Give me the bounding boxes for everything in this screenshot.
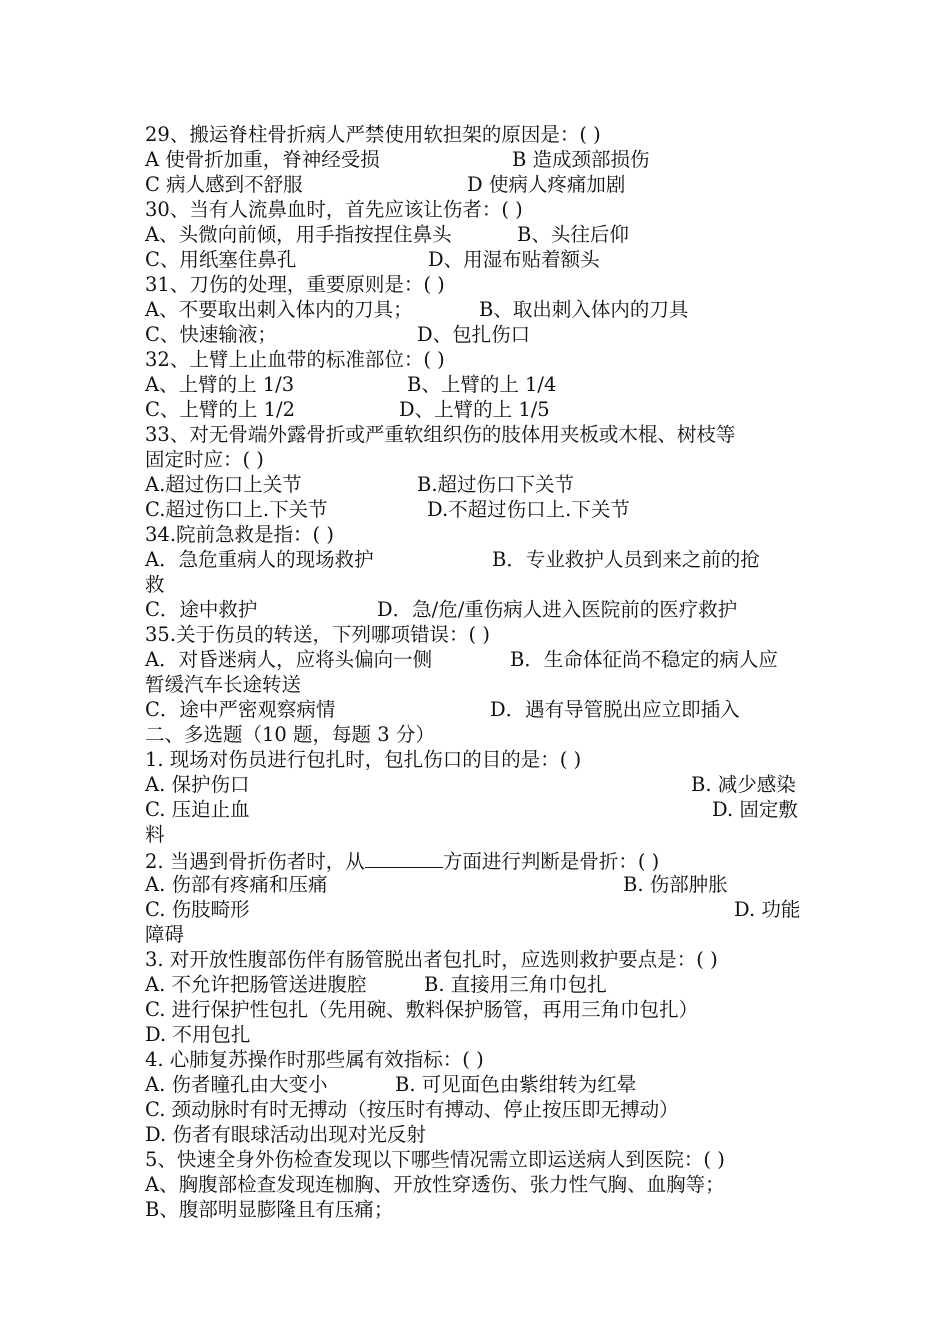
text-line <box>145 697 808 722</box>
line-text: A 使骨折加重，脊神经受损 <box>145 148 380 171</box>
option-text: B. 伤部肿胀 <box>623 873 728 896</box>
option-text: D.不超过伤口上.下关节 <box>427 498 630 521</box>
line-text: 2. 当遇到骨折伤者时，从 <box>145 850 365 873</box>
line-text: 1. 现场对伤员进行包扎时，包扎伤口的目的是：( ) <box>145 748 582 771</box>
option-text: B. 可见面色由紫绀转为红晕 <box>395 1073 637 1096</box>
text-line <box>145 147 808 172</box>
line-text: 5、快速全身外伤检查发现以下哪些情况需立即运送病人到医院：( ) <box>145 1148 725 1171</box>
text-line <box>145 1147 808 1172</box>
line-text: 料 <box>145 823 165 846</box>
option-text: D、用湿布贴着额头 <box>428 248 600 271</box>
line-text: 障碍 <box>145 923 185 946</box>
text-line <box>145 522 808 547</box>
text-line <box>145 322 808 347</box>
text-line <box>145 597 808 622</box>
option-text: B 造成颈部损伤 <box>512 148 650 171</box>
line-text: 4. 心肺复苏操作时那些属有效指标：( ) <box>145 1048 484 1071</box>
line-text: C、上臂的上 1/2 <box>145 398 296 421</box>
line-text: A、胸腹部检查发现连枷胸、开放性穿透伤、张力性气胸、血胸等； <box>145 1173 725 1196</box>
line-text: A.超过伤口上关节 <box>145 473 302 496</box>
option-text: B、取出刺入体内的刀具 <box>479 298 689 321</box>
option-text: D、上臂的上 1/5 <box>399 398 550 421</box>
option-text: B.超过伤口下关节 <box>417 473 575 496</box>
option-text: D．遇有导管脱出应立即插入 <box>490 698 740 721</box>
text-line <box>145 547 808 572</box>
text-line <box>145 297 808 322</box>
line-text: C.超过伤口上.下关节 <box>145 498 328 521</box>
text-line <box>145 847 808 872</box>
text-line <box>145 572 808 597</box>
line-text: 30、当有人流鼻血时，首先应该让伤者：( ) <box>145 198 523 221</box>
text-line <box>145 447 808 472</box>
option-text: B、头往后仰 <box>517 223 629 246</box>
line-text: 32、上臂上止血带的标准部位：( ) <box>145 348 445 371</box>
text-line <box>145 722 808 747</box>
line-text: 33、对无骨端外露骨折或严重软组织伤的肢体用夹板或木棍、树枝等 <box>145 423 736 446</box>
option-text: D 使病人疼痛加剧 <box>467 173 626 196</box>
text-line <box>145 797 808 822</box>
line-text: C．途中严密观察病情 <box>145 698 336 721</box>
option-text: D．急/危/重伤病人进入医院前的医疗救护 <box>377 598 738 621</box>
line-text: B、腹部明显膨隆且有压痛； <box>145 1198 394 1221</box>
text-line <box>145 747 808 772</box>
line-text-continued: 方面进行判断是骨折：( ) <box>442 850 660 873</box>
text-line <box>145 672 808 697</box>
line-text: 31、刀伤的处理，重要原则是：( ) <box>145 273 445 296</box>
option-text: B. 直接用三角巾包扎 <box>424 973 607 996</box>
text-line <box>145 822 808 847</box>
line-text: A．急危重病人的现场救护 <box>145 548 374 571</box>
text-line <box>145 122 808 147</box>
line-text: C. 压迫止血 <box>145 798 250 821</box>
text-line <box>145 172 808 197</box>
text-line <box>145 247 808 272</box>
option-text: B．专业救护人员到来之前的抢 <box>492 548 760 571</box>
text-line <box>145 1097 808 1122</box>
option-text: D、包扎伤口 <box>417 323 531 346</box>
option-text: B、上臂的上 1/4 <box>407 373 557 396</box>
line-text: 3. 对开放性腹部伤伴有肠管脱出者包扎时，应选则救护要点是：( ) <box>145 948 718 971</box>
line-text: C. 进行保护性包扎（先用碗、敷料保护肠管，再用三角巾包扎） <box>145 998 699 1021</box>
text-line <box>145 997 808 1022</box>
text-line <box>145 647 808 672</box>
line-text: C、用纸塞住鼻孔 <box>145 248 297 271</box>
text-line <box>145 372 808 397</box>
line-text: C. 伤肢畸形 <box>145 898 250 921</box>
text-line <box>145 947 808 972</box>
line-text: A. 伤者瞳孔由大变小 <box>145 1073 328 1096</box>
text-line <box>145 272 808 297</box>
line-text: 35.关于伤员的转送，下列哪项错误：( ) <box>145 623 490 646</box>
line-text: A．对昏迷病人，应将头偏向一侧 <box>145 648 433 671</box>
text-line <box>145 972 808 997</box>
text-line <box>145 1022 808 1047</box>
text-line <box>145 422 808 447</box>
option-text: B. 减少感染 <box>691 773 796 796</box>
text-line <box>145 772 808 797</box>
text-line <box>145 1047 808 1072</box>
text-line <box>145 397 808 422</box>
text-line <box>145 197 808 222</box>
text-line <box>145 1197 808 1222</box>
text-line <box>145 347 808 372</box>
text-line <box>145 1172 808 1197</box>
option-text: B．生命体征尚不稳定的病人应 <box>510 648 778 671</box>
document-page <box>145 122 808 1222</box>
line-text: 救 <box>145 573 165 596</box>
line-text: C．途中救护 <box>145 598 258 621</box>
text-line <box>145 222 808 247</box>
line-text: 29、搬运脊柱骨折病人严禁使用软担架的原因是：( ) <box>145 123 601 146</box>
text-line <box>145 872 808 897</box>
line-text: C. 颈动脉时有时无搏动（按压时有搏动、停止按压即无搏动） <box>145 1098 679 1121</box>
option-text: D. 功能 <box>734 898 801 921</box>
line-text: 34.院前急救是指：( ) <box>145 523 334 546</box>
line-text: A. 伤部有疼痛和压痛 <box>145 873 328 896</box>
text-line <box>145 1072 808 1097</box>
line-text: A. 保护伤口 <box>145 773 250 796</box>
text-line <box>145 497 808 522</box>
option-text: D. 固定敷 <box>712 798 798 821</box>
text-line <box>145 622 808 647</box>
line-text: 暂缓汽车长途转送 <box>145 673 302 696</box>
line-text: A. 不允许把肠管送进腹腔 <box>145 973 367 996</box>
line-text: C 病人感到不舒服 <box>145 173 303 196</box>
line-text: D. 不用包扎 <box>145 1023 251 1046</box>
text-line <box>145 897 808 922</box>
line-text: D. 伤者有眼球活动出现对光反射 <box>145 1123 426 1146</box>
line-text: 固定时应：( ) <box>145 448 264 471</box>
line-text: A、不要取出刺入体内的刀具； <box>145 298 413 321</box>
fill-in-blank <box>365 847 443 868</box>
text-line <box>145 922 808 947</box>
text-line <box>145 1122 808 1147</box>
line-text: A、上臂的上 1/3 <box>145 373 295 396</box>
line-text: A、头微向前倾，用手指按捏住鼻头 <box>145 223 452 246</box>
line-text: C、快速输液； <box>145 323 277 346</box>
text-line <box>145 472 808 497</box>
line-text: 二、多选题（10 题，每题 3 分） <box>145 723 435 746</box>
